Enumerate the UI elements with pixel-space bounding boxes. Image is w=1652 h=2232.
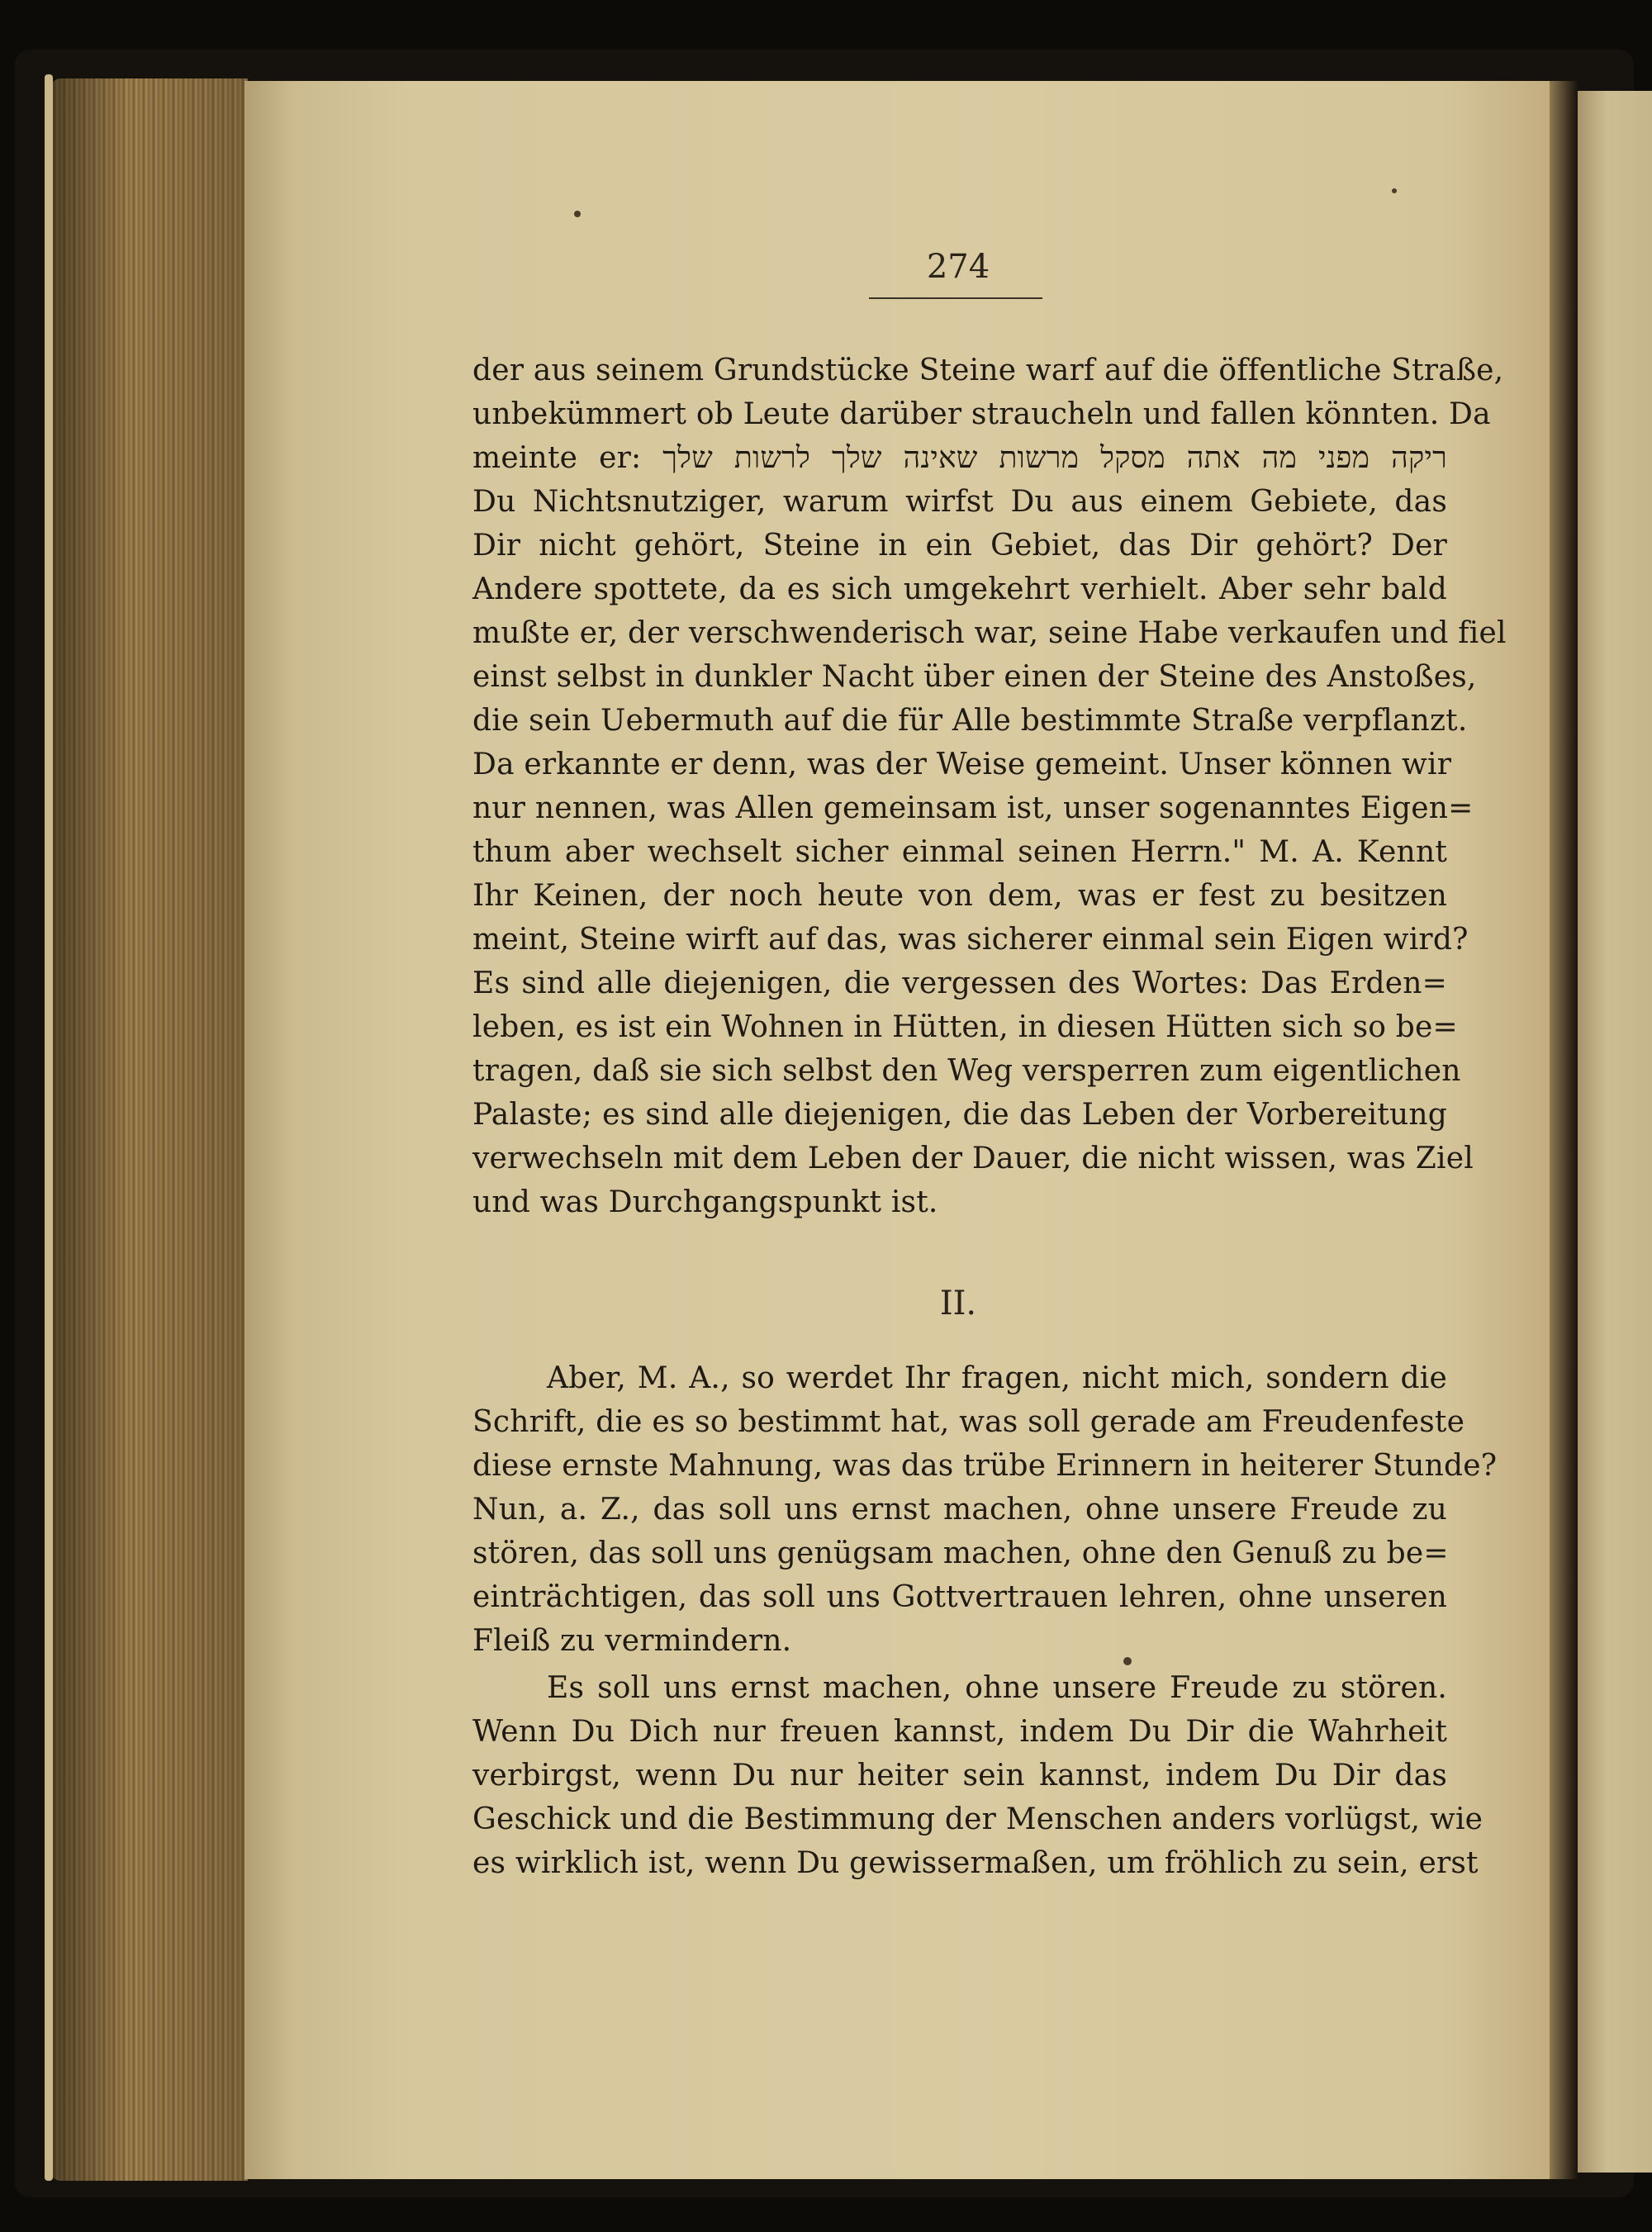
text-line: einträchtigen, das soll uns Gottvertrauen lehren, ohne unseren (472, 1580, 1447, 1614)
text-line: die sein Uebermuth auf die für Alle bestimmte Straße verpflanzt. (472, 704, 1468, 738)
book-gutter (1550, 81, 1578, 2179)
header-rule (869, 297, 1042, 299)
text-line: diese ernste Mahnung, was das trübe Erinnern in heiterer Stunde? (472, 1449, 1498, 1483)
page-edge-trim (45, 74, 53, 2181)
text-line: thum aber wechselt sicher einmal seinen Herrn." M. A. Kennt (472, 835, 1447, 869)
text-line: mußte er, der verschwenderisch war, seine Habe verkaufen und fiel (472, 616, 1507, 650)
text-line: Palaste; es sind alle diejenigen, die das Leben der Vorbereitung (472, 1098, 1447, 1132)
text-line: unbekümmert ob Leute darüber straucheln und fallen könnten. Da (472, 397, 1491, 431)
text-line: Es soll uns ernst machen, ohne unsere Freude zu stören. (547, 1671, 1447, 1705)
page-edges-shadow (50, 78, 248, 2181)
text-line: verbirgst, wenn Du nur heiter sein kannst, indem Du Dir das (472, 1759, 1447, 1793)
text-line-hebrew: meinte er: ריקה מפני מה אתה מסקל מרשות שאינה שלך לרשות שלך (472, 441, 1447, 475)
text-line: Fleiß zu vermindern. (472, 1624, 792, 1658)
text-line: Da erkannte er denn, was der Weise gemeint. Unser können wir (472, 748, 1452, 781)
text-line: leben, es ist ein Wohnen in Hütten, in diesen Hütten sich so be= (472, 1010, 1458, 1044)
paper-speck (1392, 188, 1397, 193)
text-line: Andere spottete, da es sich umgekehrt verhielt. Aber sehr bald (472, 572, 1447, 606)
text-line: einst selbst in dunkler Nacht über einen der Steine des Anstoßes, (472, 660, 1477, 694)
text-line: Aber, M. A., so werdet Ihr fragen, nicht mich, sondern die (547, 1361, 1447, 1395)
text-line: Es sind alle diejenigen, die vergessen des Wortes: Das Erden= (472, 966, 1447, 1000)
text-line: Wenn Du Dich nur freuen kannst, indem Du Dir die Wahrheit (472, 1715, 1447, 1749)
text-line: Ihr Keinen, der noch heute von dem, was er fest zu besitzen (472, 879, 1447, 913)
text-line: und was Durchgangspunkt ist. (472, 1185, 938, 1219)
page-number: 274 (926, 248, 990, 286)
text-line: Dir nicht gehört, Steine in ein Gebiet, das Dir gehört? Der (472, 529, 1447, 563)
facing-page-edge (1578, 91, 1652, 2173)
section-heading: II. (939, 1285, 977, 1323)
text-line: meint, Steine wirft auf das, was sicherer einmal sein Eigen wird? (472, 923, 1469, 957)
text-line: der aus seinem Grundstücke Steine warf auf die öffentliche Straße, (472, 354, 1504, 387)
text-line: Schrift, die es so bestimmt hat, was soll gerade am Freudenfeste (472, 1405, 1465, 1439)
text-line: nur nennen, was Allen gemeinsam ist, unser sogenanntes Eigen= (472, 791, 1474, 825)
text-line: Geschick und die Bestimmung der Menschen anders vorlügst, wie (472, 1802, 1483, 1836)
paper-speck (574, 211, 581, 217)
text-line: es wirklich ist, wenn Du gewissermaßen, um fröhlich zu sein, erst (472, 1846, 1479, 1880)
text-line: Du Nichtsnutziger, warum wirfst Du aus einem Gebiete, das (472, 485, 1447, 519)
text-line: stören, das soll uns genügsam machen, ohne den Genuß zu be= (472, 1536, 1449, 1570)
text-line: verwechseln mit dem Leben der Dauer, die nicht wissen, was Ziel (472, 1142, 1474, 1175)
text-line: tragen, daß sie sich selbst den Weg versperren zum eigentlichen (472, 1054, 1461, 1088)
text-line: Nun, a. Z., das soll uns ernst machen, ohne unsere Freude zu (472, 1493, 1447, 1527)
